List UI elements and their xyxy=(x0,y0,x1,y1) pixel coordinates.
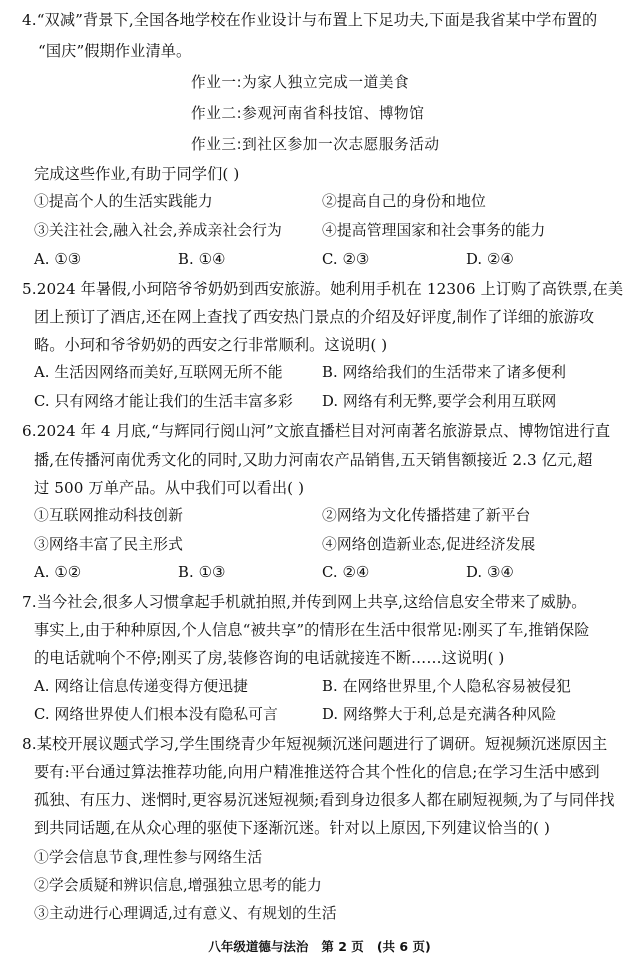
q6-statement-1: ①互联网推动科技创新 xyxy=(34,507,183,524)
q4-statement-1: ①提高个人的生活实践能力 xyxy=(34,193,213,210)
q4-homework-3: 作业三:到社区参加一次志愿服务活动 xyxy=(191,136,440,153)
q7-stem-line-2: 事实上,由于种种原因,个人信息“被共享”的情形在生活中很常见:刚买了车,推销保险 xyxy=(34,621,590,639)
q5-stem-line-2: 团上预订了酒店,还在网上查找了西安热门景点的介绍及好评度,制作了详细的旅游攻 xyxy=(34,308,595,326)
q7-stem-line-1: 7.当今社会,很多人习惯拿起手机就拍照,并传到网上共享,这给信息安全带来了威胁。 xyxy=(22,593,587,611)
q6-choice-c: C. ②④ xyxy=(322,564,370,581)
q6-choice-b: B. ①③ xyxy=(178,564,226,581)
q8-statement-1: ①学会信息节食,理性参与网络生活 xyxy=(34,849,263,866)
q4-homework-2: 作业二:参观河南省科技馆、博物馆 xyxy=(191,105,425,122)
q6-statement-2: ②网络为文化传播搭建了新平台 xyxy=(322,507,531,524)
q6-choice-a: A. ①② xyxy=(34,564,82,581)
q7-choice-a: A. 网络让信息传递变得方便迅捷 xyxy=(34,678,249,695)
q4-statement-2: ②提高自己的身份和地位 xyxy=(322,193,486,210)
q4-prompt: 完成这些作业,有助于同学们( ) xyxy=(34,165,240,183)
q4-choice-c: C. ②③ xyxy=(322,251,370,268)
q5-stem-line-1: 5.2024 年暑假,小珂陪爷爷奶奶到西安旅游。她利用手机在 12306 上订购了高铁票,在美 xyxy=(22,280,624,298)
q8-stem-line-4: 到共同话题,在从众心理的驱使下逐渐沉迷。针对以上原因,下列建议恰当的( ) xyxy=(34,819,551,837)
q5-stem-line-3: 略。小珂和爷爷奶奶的西安之行非常顺利。这说明( ) xyxy=(34,336,388,354)
q6-statement-3: ③网络丰富了民主形式 xyxy=(34,536,183,553)
q6-stem-line-1: 6.2024 年 4 月底,“与辉同行阅山河”文旅直播栏目对河南著名旅游景点、博物馆进行直 xyxy=(22,422,611,440)
q7-choice-b: B. 在网络世界里,个人隐私容易被侵犯 xyxy=(322,678,571,695)
q8-stem-line-1: 8.某校开展议题式学习,学生围绕青少年短视频沉迷问题进行了调研。短视频沉迷原因主 xyxy=(22,735,608,753)
q8-statement-3: ③主动进行心理调适,过有意义、有规划的生活 xyxy=(34,905,337,922)
q4-statement-4: ④提高管理国家和社会事务的能力 xyxy=(322,222,546,239)
q7-choice-d: D. 网络弊大于利,总是充满各种风险 xyxy=(322,706,557,723)
q6-stem-line-2: 播,在传播河南优秀文化的同时,又助力河南农产品销售,五天销售额接近 2.3 亿元,超 xyxy=(34,451,593,469)
q5-choice-b: B. 网络给我们的生活带来了诸多便利 xyxy=(322,364,567,381)
q8-statement-2: ②学会质疑和辨识信息,增强独立思考的能力 xyxy=(34,877,322,894)
q4-homework-1: 作业一:为家人独立完成一道美食 xyxy=(191,74,410,91)
q5-choice-a: A. 生活因网络而美好,互联网无所不能 xyxy=(34,364,283,381)
q5-choice-d: D. 网络有利无弊,要学会利用互联网 xyxy=(322,393,557,410)
q4-choice-b: B. ①④ xyxy=(178,251,226,268)
q7-choice-c: C. 网络世界使人们根本没有隐私可言 xyxy=(34,706,278,723)
q6-choice-d: D. ③④ xyxy=(466,564,514,581)
q5-choice-c: C. 只有网络才能让我们的生活丰富多彩 xyxy=(34,393,293,410)
q4-stem-line-2: “国庆”假期作业清单。 xyxy=(38,42,192,60)
q8-stem-line-2: 要有:平台通过算法推荐功能,向用户精准推送符合其个性化的信息;在学习生活中感到 xyxy=(34,763,600,781)
q6-stem-line-3: 过 500 万单产品。从中我们可以看出( ) xyxy=(34,479,305,497)
page-footer: 八年级道德与法治 第 2 页 (共 6 页) xyxy=(208,939,431,954)
q8-stem-line-3: 孤独、有压力、迷惘时,更容易沉迷短视频;看到身边很多人都在刷短视频,为了与同伴找 xyxy=(34,791,615,809)
q4-stem-line-1: 4.“双减”背景下,全国各地学校在作业设计与布置上下足功夫,下面是我省某中学布置的 xyxy=(22,11,598,29)
q4-choice-d: D. ②④ xyxy=(466,251,514,268)
q6-statement-4: ④网络创造新业态,促进经济发展 xyxy=(322,536,536,553)
q4-choice-a: A. ①③ xyxy=(34,251,82,268)
q7-stem-line-3: 的电话就响个不停;刚买了房,装修咨询的电话就接连不断……这说明( ) xyxy=(34,649,505,667)
q4-statement-3: ③关注社会,融入社会,养成亲社会行为 xyxy=(34,222,282,239)
